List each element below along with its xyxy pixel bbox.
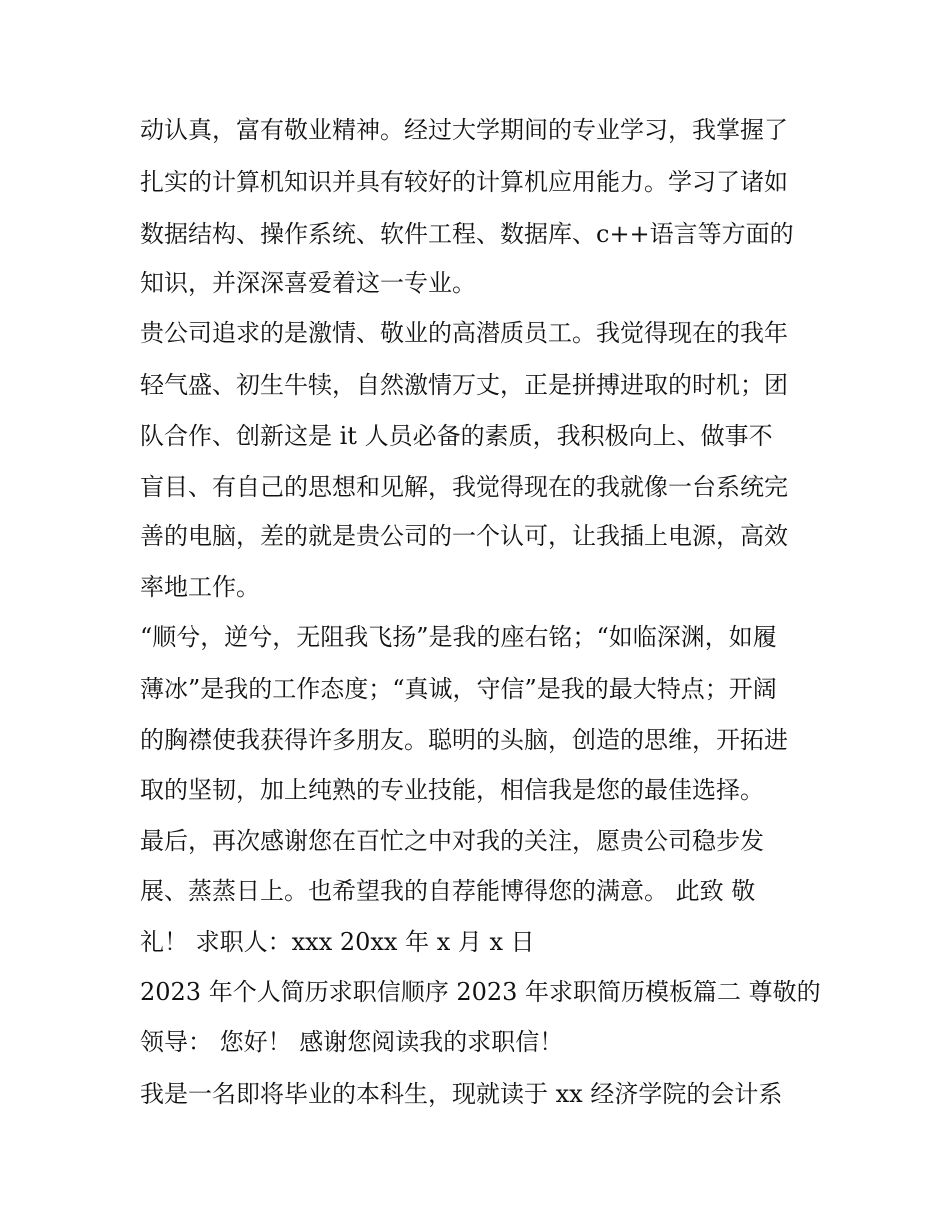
text-line: 率地工作。 — [140, 573, 260, 601]
text-line: 取的坚韧，加上纯熟的专业技能，相信我是您的最佳选择。 — [140, 776, 764, 804]
text-line: 动认真，富有敬业精神。经过大学期间的专业学习，我掌握了 — [140, 116, 788, 144]
text-line: 2023 年个人简历求职信顺序 2023 年求职简历模板篇二 尊敬的 — [140, 978, 821, 1006]
text-line: 知识，并深深喜爱着这一专业。 — [140, 269, 476, 297]
text-line: 领导： 您好！ 感谢您阅读我的求职信！ — [140, 1028, 564, 1056]
text-line: 我是一名即将毕业的本科生，现就读于 xx 经济学院的会计系 — [140, 1080, 783, 1108]
text-line: 盲目、有自己的思想和见解，我觉得现在的我就像一台系统完 — [140, 473, 788, 501]
text-line: 队合作、创新这是 it 人员必备的素质，我积极向上、做事不 — [140, 422, 773, 450]
text-line: 展、蒸蒸日上。也希望我的自荐能博得您的满意。 此致 敬 — [140, 877, 756, 905]
text-line: 的胸襟使我获得许多朋友。聪明的头脑，创造的思维，开拓进 — [140, 726, 788, 754]
text-line: 扎实的计算机知识并具有较好的计算机应用能力。学习了诸如 — [140, 168, 788, 196]
text-line: 薄冰”是我的工作态度；“真诚，守信”是我的最大特点；开阔 — [140, 675, 777, 703]
text-line: 数据结构、操作系统、软件工程、数据库、c++语言等方面的 — [140, 220, 794, 248]
text-line: “顺兮，逆兮，无阻我飞扬”是我的座右铭；“如临深渊，如履 — [140, 623, 777, 651]
text-line: 礼！ 求职人：xxx 20xx 年 x 月 x 日 — [140, 928, 535, 956]
text-line: 贵公司追求的是激情、敬业的高潜质员工。我觉得现在的我年 — [140, 319, 788, 347]
text-line: 最后，再次感谢您在百忙之中对我的关注，愿贵公司稳步发 — [140, 827, 764, 855]
text-line: 善的电脑，差的就是贵公司的一个认可，让我插上电源，高效 — [140, 522, 788, 550]
text-line: 轻气盛、初生牛犊，自然激情万丈，正是拼搏进取的时机；团 — [140, 371, 788, 399]
